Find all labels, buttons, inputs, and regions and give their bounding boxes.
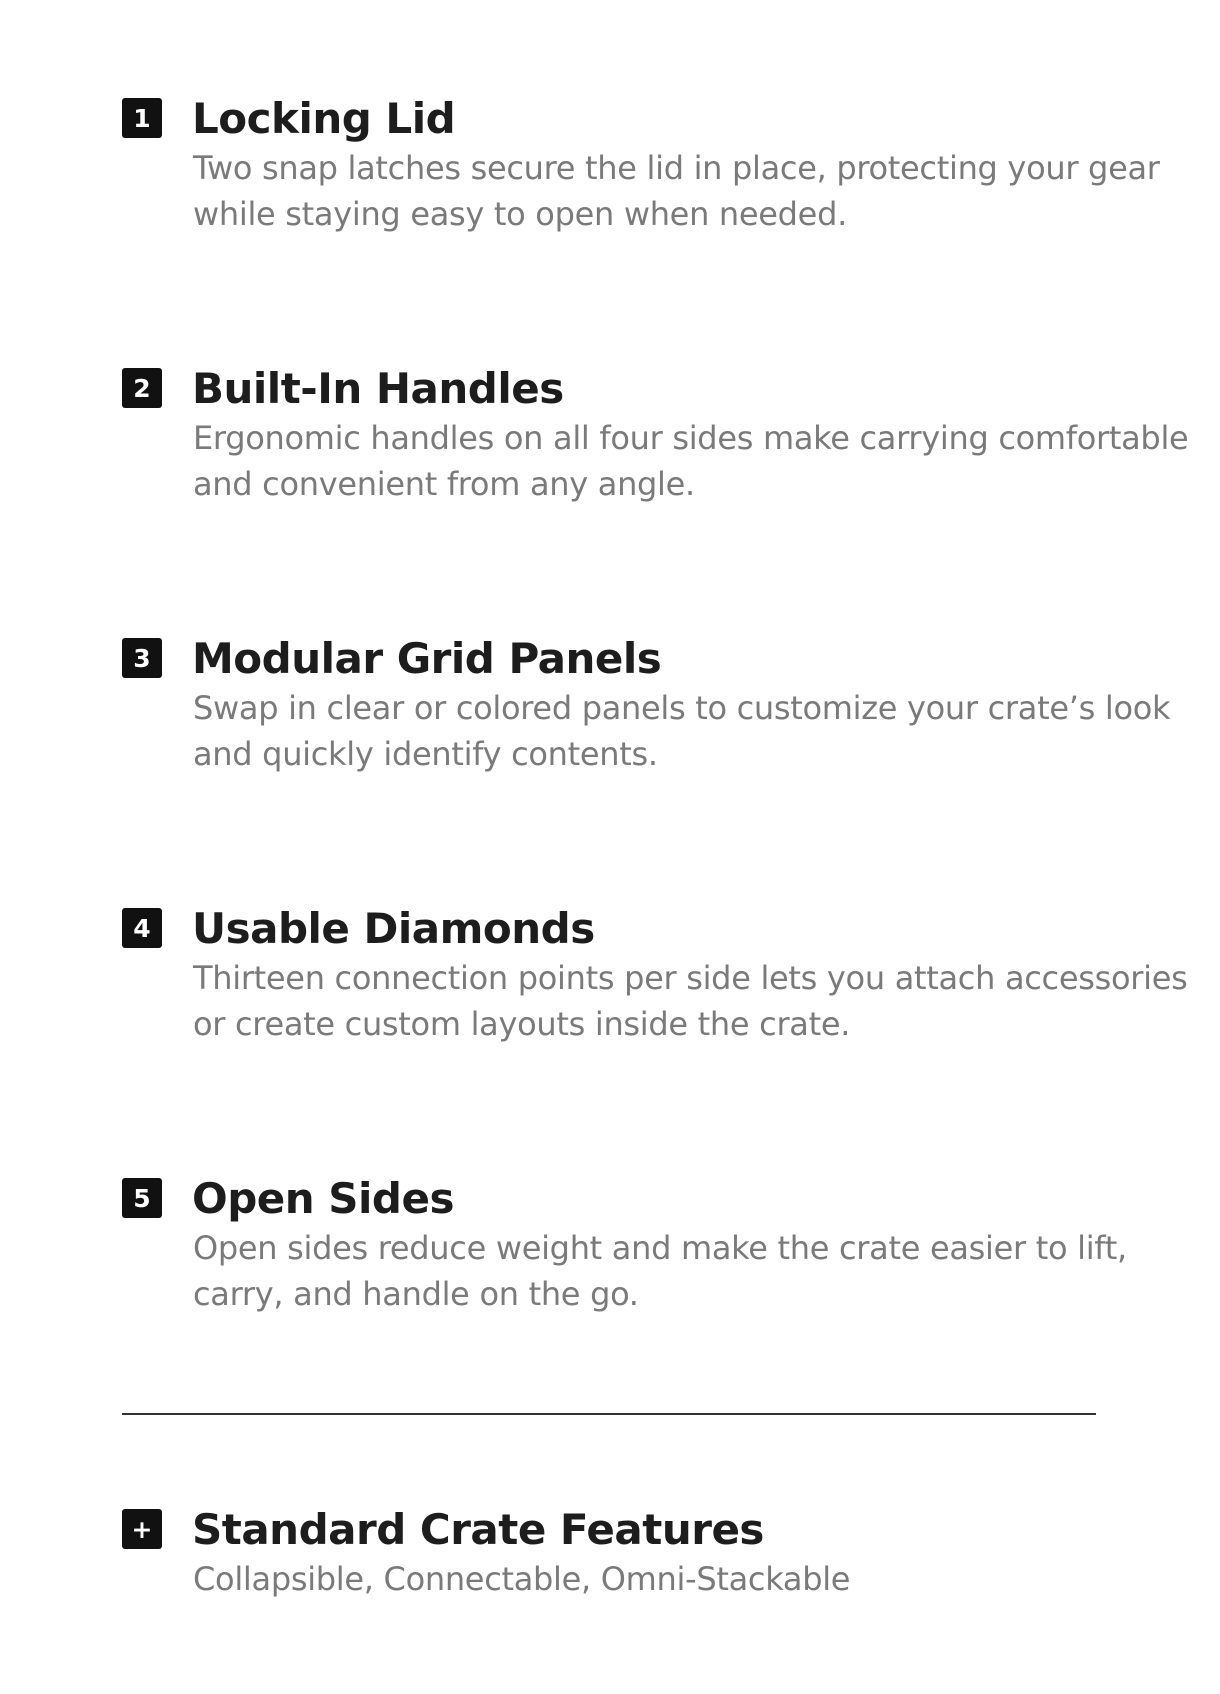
feature-title: Open Sides — [192, 1174, 454, 1223]
feature-description: Ergonomic handles on all four sides make carrying comfortable and convenient from any angle. — [193, 419, 1189, 503]
feature-description: Two snap latches secure the lid in place, protecting your gear while staying easy to open when needed. — [193, 149, 1160, 233]
feature-number-badge: 3 — [122, 638, 162, 678]
feature-description: Thirteen connection points per side lets you attach accessories or create custom layouts inside the crate. — [193, 959, 1188, 1043]
feature-title: Usable Diamonds — [192, 904, 595, 953]
feature-number-badge: 4 — [122, 908, 162, 948]
feature-description: Open sides reduce weight and make the crate easier to lift, carry, and handle on the go. — [193, 1229, 1127, 1313]
section-divider — [122, 1413, 1096, 1415]
feature-title: Modular Grid Panels — [192, 634, 662, 683]
feature-description: Swap in clear or colored panels to customize your crate’s look and quickly identify contents. — [193, 689, 1171, 773]
standard-features-title: Standard Crate Features — [192, 1505, 764, 1554]
feature-title: Locking Lid — [192, 94, 456, 143]
feature-number-badge: 5 — [122, 1178, 162, 1218]
feature-title: Built-In Handles — [192, 364, 564, 413]
feature-number-badge: 1 — [122, 98, 162, 138]
plus-icon: + — [122, 1509, 162, 1549]
standard-features-list: Collapsible, Connectable, Omni-Stackable — [193, 1560, 851, 1598]
feature-number-badge: 2 — [122, 368, 162, 408]
